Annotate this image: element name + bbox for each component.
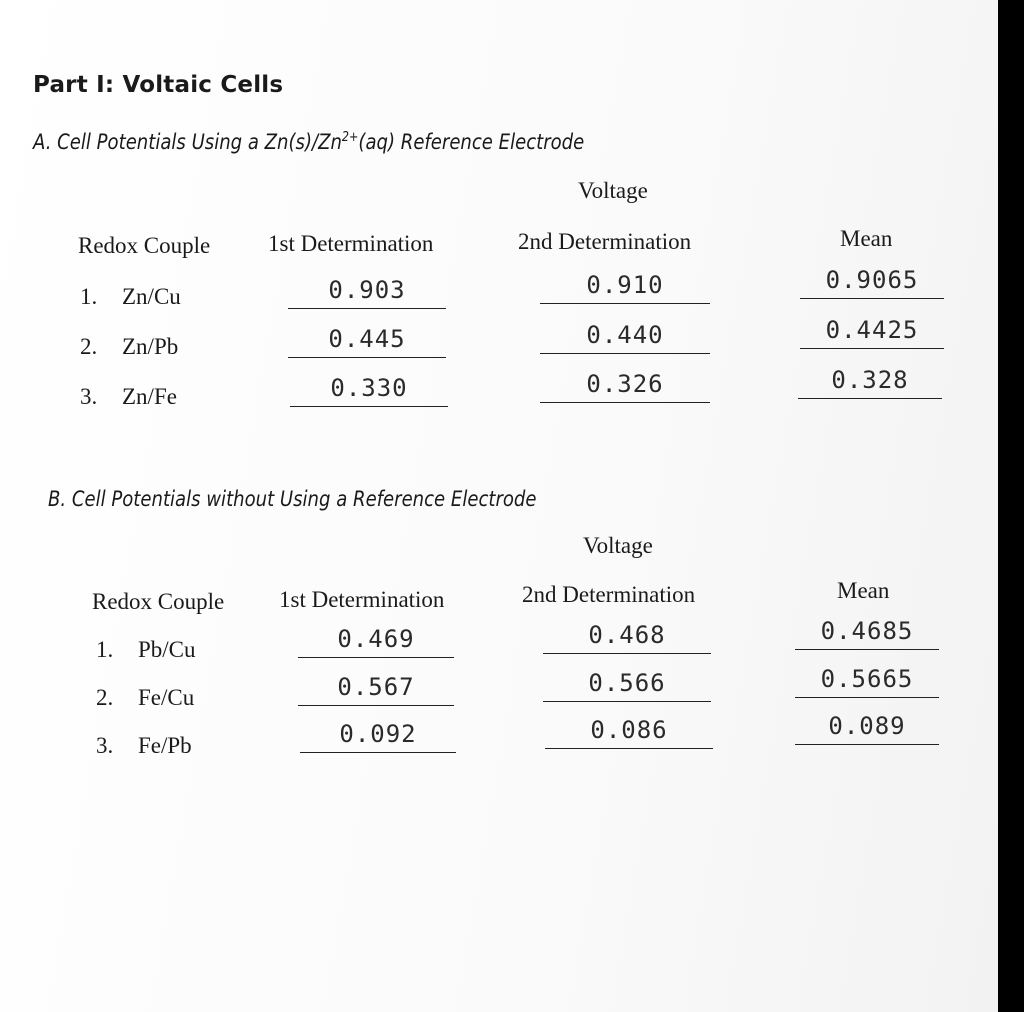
section-a-title	[33, 130, 584, 154]
section-a-header-couple: Redox Couple	[78, 233, 211, 258]
redox-couple: Zn/Fe	[122, 384, 177, 409]
row-number: 3.	[80, 384, 98, 409]
redox-couple: Fe/Cu	[138, 685, 195, 710]
section-a-header-first: 1st Determination	[268, 231, 434, 256]
section-b-title: B. Cell Potentials without Using a Reference Electrode	[48, 487, 537, 511]
redox-couple: Pb/Cu	[138, 637, 196, 662]
section-a-row-1-second-determination: 0.910	[540, 267, 710, 304]
section-a-title-start: A. Cell Potentials Using a Zn(s)/Zn	[33, 130, 342, 154]
section-a-row-1-first-determination: 0.903	[288, 272, 446, 309]
section-b-row-1-label	[96, 637, 196, 663]
section-b-row-2-first-determination: 0.567	[298, 669, 454, 706]
section-b-header-couple: Redox Couple	[92, 589, 225, 614]
section-b-row-3-label	[96, 733, 192, 759]
section-a-header-second: 2nd Determination	[518, 229, 692, 254]
section-a-voltage-label: Voltage	[578, 178, 648, 203]
section-b-row-3-mean: 0.089	[795, 708, 939, 745]
section-a-title-end: (aq) Reference Electrode	[358, 130, 585, 154]
section-a-row-3-mean: 0.328	[798, 362, 942, 399]
section-b-header-first: 1st Determination	[279, 587, 445, 612]
row-number: 2.	[80, 334, 98, 359]
row-number: 3.	[96, 733, 114, 758]
section-a-row-3-label	[80, 384, 177, 410]
row-number: 1.	[80, 284, 98, 309]
section-b-row-3-second-determination: 0.086	[545, 712, 713, 749]
section-a-title-superscript: 2+	[341, 130, 359, 145]
scanner-background-edge	[998, 0, 1024, 1012]
section-b-row-3-first-determination: 0.092	[300, 716, 456, 753]
section-b-row-1-mean: 0.4685	[795, 613, 939, 650]
redox-couple: Zn/Cu	[122, 284, 181, 309]
section-a-row-2-label	[80, 334, 178, 360]
section-a-row-3-second-determination: 0.326	[540, 366, 710, 403]
part-title: Part I: Voltaic Cells	[33, 72, 284, 98]
row-number: 2.	[96, 685, 114, 710]
section-a-row-2-second-determination: 0.440	[540, 317, 710, 354]
redox-couple: Zn/Pb	[122, 334, 179, 359]
section-a-row-3-first-determination: 0.330	[290, 370, 448, 407]
section-a-row-2-mean: 0.4425	[800, 312, 944, 349]
section-a-row-1-label	[80, 284, 181, 310]
section-b-header-second: 2nd Determination	[522, 582, 696, 607]
section-b-row-1-first-determination: 0.469	[298, 621, 454, 658]
row-number: 1.	[96, 637, 114, 662]
section-b-row-2-second-determination: 0.566	[543, 665, 711, 702]
section-b-row-2-label	[96, 685, 194, 711]
section-b-voltage-label: Voltage	[583, 533, 653, 558]
section-b-header-mean: Mean	[837, 578, 890, 603]
section-a-row-1-mean: 0.9065	[800, 262, 944, 299]
redox-couple: Fe/Pb	[138, 733, 192, 758]
section-b-row-1-second-determination: 0.468	[543, 617, 711, 654]
section-a-row-2-first-determination: 0.445	[288, 321, 446, 358]
section-a-header-mean: Mean	[840, 226, 893, 251]
section-b-row-2-mean: 0.5665	[795, 661, 939, 698]
